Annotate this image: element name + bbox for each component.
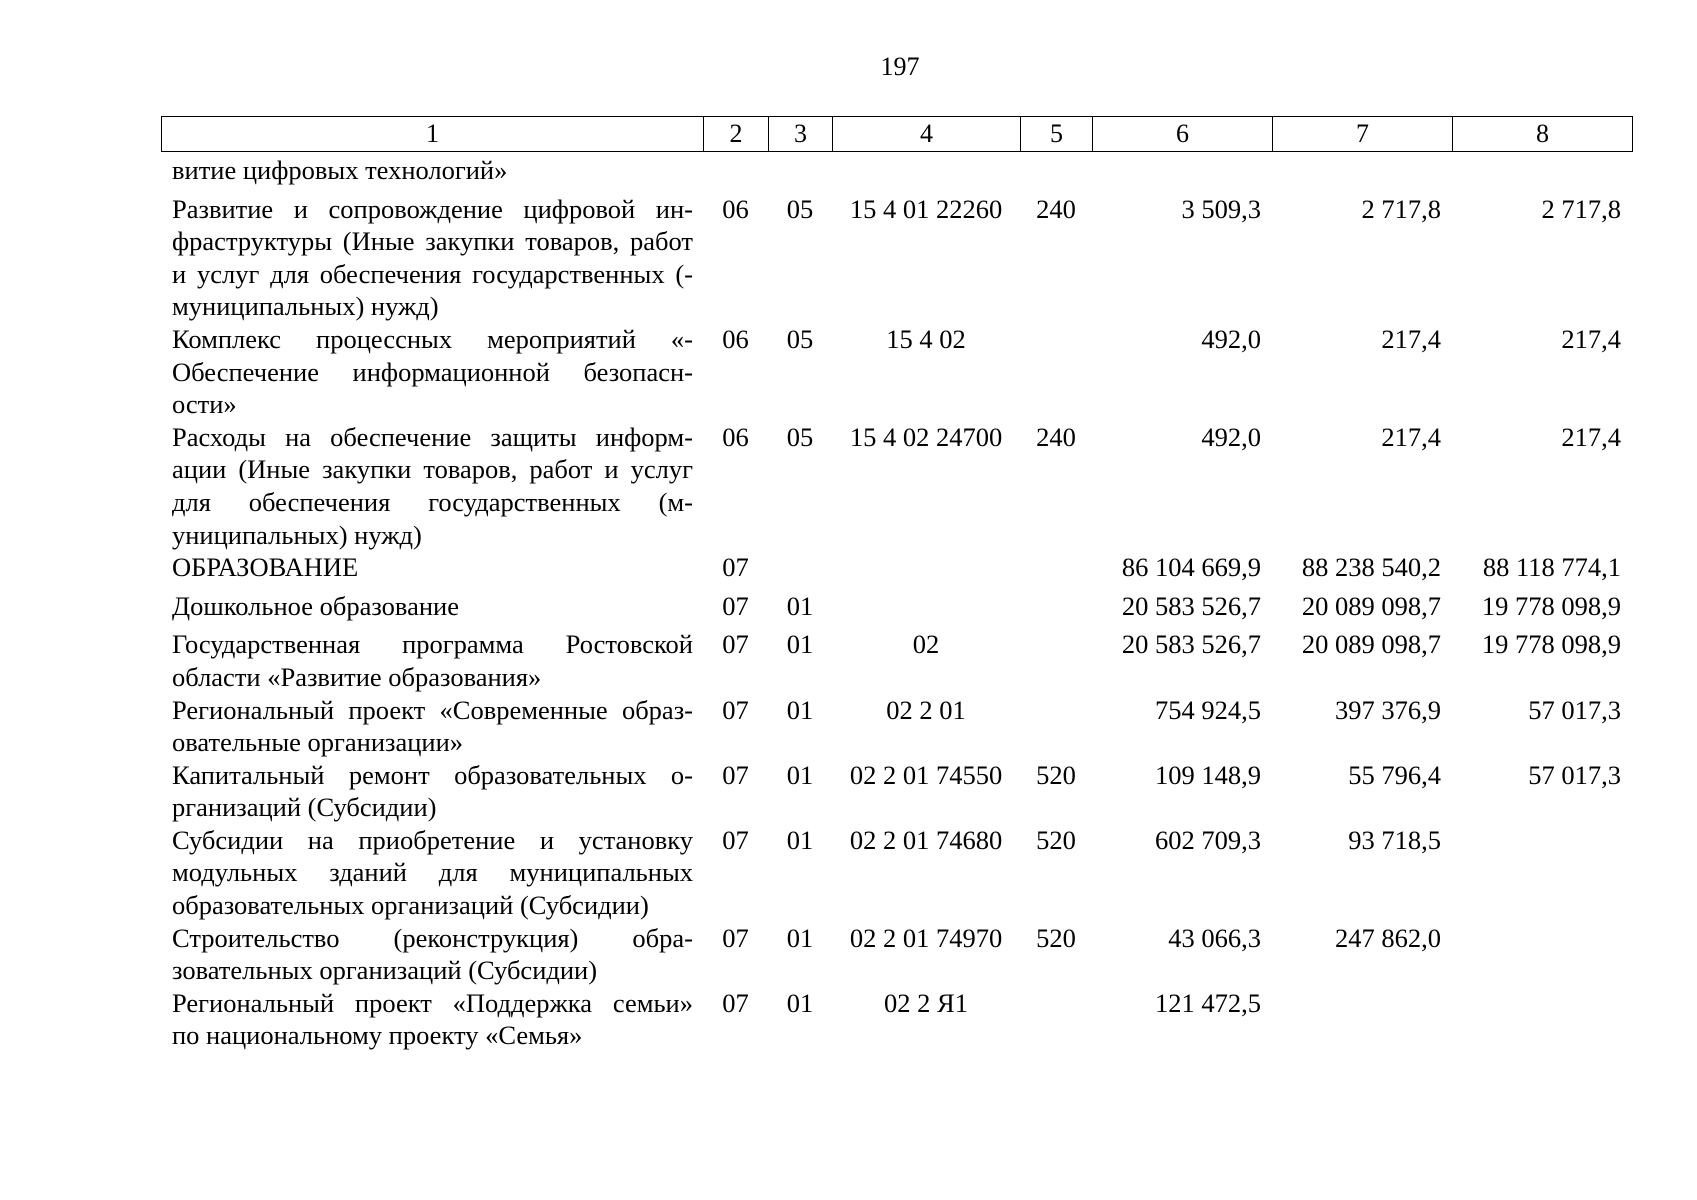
expense-type-code (1020, 154, 1092, 187)
expense-type-code (1020, 551, 1092, 584)
row-name: ОБРАЗОВАНИЕ (172, 552, 359, 583)
table-row (161, 584, 1632, 623)
row-name: Строительство (реконструкция) обра- зовательных организаций (Субсидии) (172, 922, 693, 986)
section-code: 07 (722, 694, 749, 725)
amount-year-2: 20 089 098,7 (1301, 629, 1441, 660)
amount-year-3 (1452, 987, 1632, 1052)
amount-year-3: 19 778 098,9 (1481, 590, 1621, 621)
amount-year-1: 43 066,3 (1168, 922, 1261, 953)
table-row (161, 154, 1632, 187)
header-col-2: 2 (704, 117, 769, 152)
expense-type-code (1020, 622, 1092, 693)
amount-year-3: 19 778 098,9 (1481, 629, 1621, 660)
section-code (703, 154, 768, 187)
section-code: 06 (722, 323, 749, 354)
amount-year-2 (1272, 987, 1452, 1052)
expense-type-code: 240 (1036, 421, 1076, 452)
row-name: Субсидии на приобретение и установку модульных зданий для муниципальных образовательных организаций (Субсидии) (172, 824, 693, 921)
amount-year-3 (1452, 154, 1632, 187)
target-article-code (832, 584, 1020, 623)
section-code: 06 (722, 421, 749, 452)
page-number: 197 (880, 52, 920, 81)
amount-year-2: 397 376,9 (1335, 694, 1441, 725)
amount-year-1: 109 148,9 (1155, 759, 1261, 790)
table-row (161, 694, 1632, 759)
amount-year-2: 2 717,8 (1361, 193, 1441, 224)
amount-year-1: 3 509,3 (1181, 193, 1261, 224)
section-code: 06 (722, 193, 749, 224)
row-name: Комплекс процессных мероприятий «- Обеспечение информационной безопасн- ости» (172, 323, 693, 420)
amount-year-3: 217,4 (1561, 323, 1621, 354)
amount-year-3: 2 717,8 (1541, 193, 1621, 224)
subsection-code: 01 (786, 922, 814, 953)
target-article-code: 02 2 01 74550 (849, 759, 1003, 790)
subsection-code (768, 154, 832, 187)
amount-year-1: 754 924,5 (1155, 694, 1261, 725)
amount-year-1: 492,0 (1201, 323, 1261, 354)
row-name: Расходы на обеспечение защиты информ- ации (Иные закупки товаров, работ и услуг для обеспечения государственных (м- униципальных) нужд) (172, 421, 693, 550)
expense-type-code: 520 (1036, 824, 1076, 855)
row-name: Региональный проект «Поддержка семьи» по национальному проекту «Семья» (172, 987, 693, 1051)
section-code: 07 (722, 759, 749, 790)
header-col-8: 8 (1453, 117, 1633, 152)
expense-type-code: 520 (1036, 759, 1076, 790)
table-row (161, 187, 1632, 323)
target-article-code: 15 4 02 24700 (849, 421, 1003, 452)
target-article-code: 15 4 02 (886, 323, 966, 354)
section-code: 07 (722, 552, 749, 583)
amount-year-1: 20 583 526,7 (1121, 590, 1261, 621)
table-row (161, 421, 1632, 551)
expense-type-code: 520 (1036, 922, 1076, 953)
amount-year-3: 217,4 (1561, 421, 1621, 452)
table-header (161, 116, 1633, 152)
amount-year-2: 247 862,0 (1335, 922, 1441, 953)
amount-year-3: 57 017,3 (1528, 694, 1621, 725)
table-row (161, 551, 1632, 584)
subsection-code: 01 (786, 694, 814, 725)
expense-type-code: 240 (1036, 193, 1076, 224)
target-article-code: 02 2 01 74680 (849, 824, 1003, 855)
target-article-code: 15 4 01 22260 (849, 193, 1003, 224)
amount-year-3 (1452, 922, 1632, 987)
target-article-code (832, 154, 1020, 187)
row-name: Дошкольное образование (172, 590, 459, 621)
amount-year-3 (1452, 824, 1632, 922)
header-col-4: 4 (833, 117, 1021, 152)
amount-year-1: 20 583 526,7 (1121, 629, 1261, 660)
subsection-code: 01 (786, 590, 814, 621)
subsection-code: 01 (786, 759, 814, 790)
header-col-6: 6 (1093, 117, 1273, 152)
amount-year-3: 57 017,3 (1528, 759, 1621, 790)
expense-type-code (1020, 987, 1092, 1052)
section-code: 07 (722, 590, 749, 621)
row-name: Развитие и сопровождение цифровой ин- фраструктуры (Иные закупки товаров, работ и услуг для обеспечения государственных (- муниципальных) нужд) (172, 193, 693, 322)
section-code: 07 (722, 987, 749, 1018)
row-name: Капитальный ремонт образовательных о- рганизаций (Субсидии) (172, 759, 693, 823)
subsection-code: 05 (786, 323, 814, 354)
amount-year-1: 121 472,5 (1155, 987, 1261, 1018)
amount-year-2 (1272, 154, 1452, 187)
table-row (161, 824, 1632, 922)
table-row (161, 922, 1632, 987)
amount-year-1 (1092, 154, 1272, 187)
target-article-code: 02 (912, 629, 940, 660)
target-article-code (832, 551, 1020, 584)
subsection-code: 01 (786, 824, 814, 855)
amount-year-2: 217,4 (1381, 421, 1441, 452)
amount-year-1: 492,0 (1201, 421, 1261, 452)
table-row (161, 323, 1632, 421)
amount-year-2: 217,4 (1381, 323, 1441, 354)
subsection-code (768, 551, 832, 584)
amount-year-2: 20 089 098,7 (1301, 590, 1441, 621)
target-article-code: 02 2 01 74970 (849, 922, 1003, 953)
target-article-code: 02 2 01 (886, 694, 966, 725)
row-name: Государственная программа Ростовской области «Развитие образования» (172, 629, 693, 692)
section-code: 07 (722, 922, 749, 953)
section-code: 07 (722, 824, 749, 855)
expense-type-code (1020, 584, 1092, 623)
subsection-code: 01 (786, 629, 814, 660)
table-row (161, 622, 1632, 693)
subsection-code: 05 (786, 421, 814, 452)
subsection-code: 01 (786, 987, 814, 1018)
table-row (161, 759, 1632, 824)
amount-year-1: 86 104 669,9 (1121, 552, 1261, 583)
header-col-5: 5 (1021, 117, 1093, 152)
expense-type-code (1020, 694, 1092, 759)
amount-year-1: 602 709,3 (1155, 824, 1261, 855)
target-article-code: 02 2 Я1 (884, 987, 968, 1018)
row-name: витие цифровых технологий» (172, 155, 508, 185)
expense-type-code (1020, 323, 1092, 421)
amount-year-2: 55 796,4 (1348, 759, 1441, 790)
header-col-1: 1 (162, 117, 704, 152)
budget-table (161, 154, 1632, 1052)
section-code: 07 (722, 629, 749, 660)
header-col-3: 3 (769, 117, 833, 152)
amount-year-2: 93 718,5 (1348, 824, 1441, 855)
amount-year-2: 88 238 540,2 (1301, 552, 1441, 583)
amount-year-3: 88 118 774,1 (1482, 552, 1621, 583)
row-name: Региональный проект «Современные образ- овательные организации» (172, 694, 693, 758)
header-col-7: 7 (1273, 117, 1453, 152)
table-row (161, 987, 1632, 1052)
subsection-code: 05 (786, 193, 814, 224)
